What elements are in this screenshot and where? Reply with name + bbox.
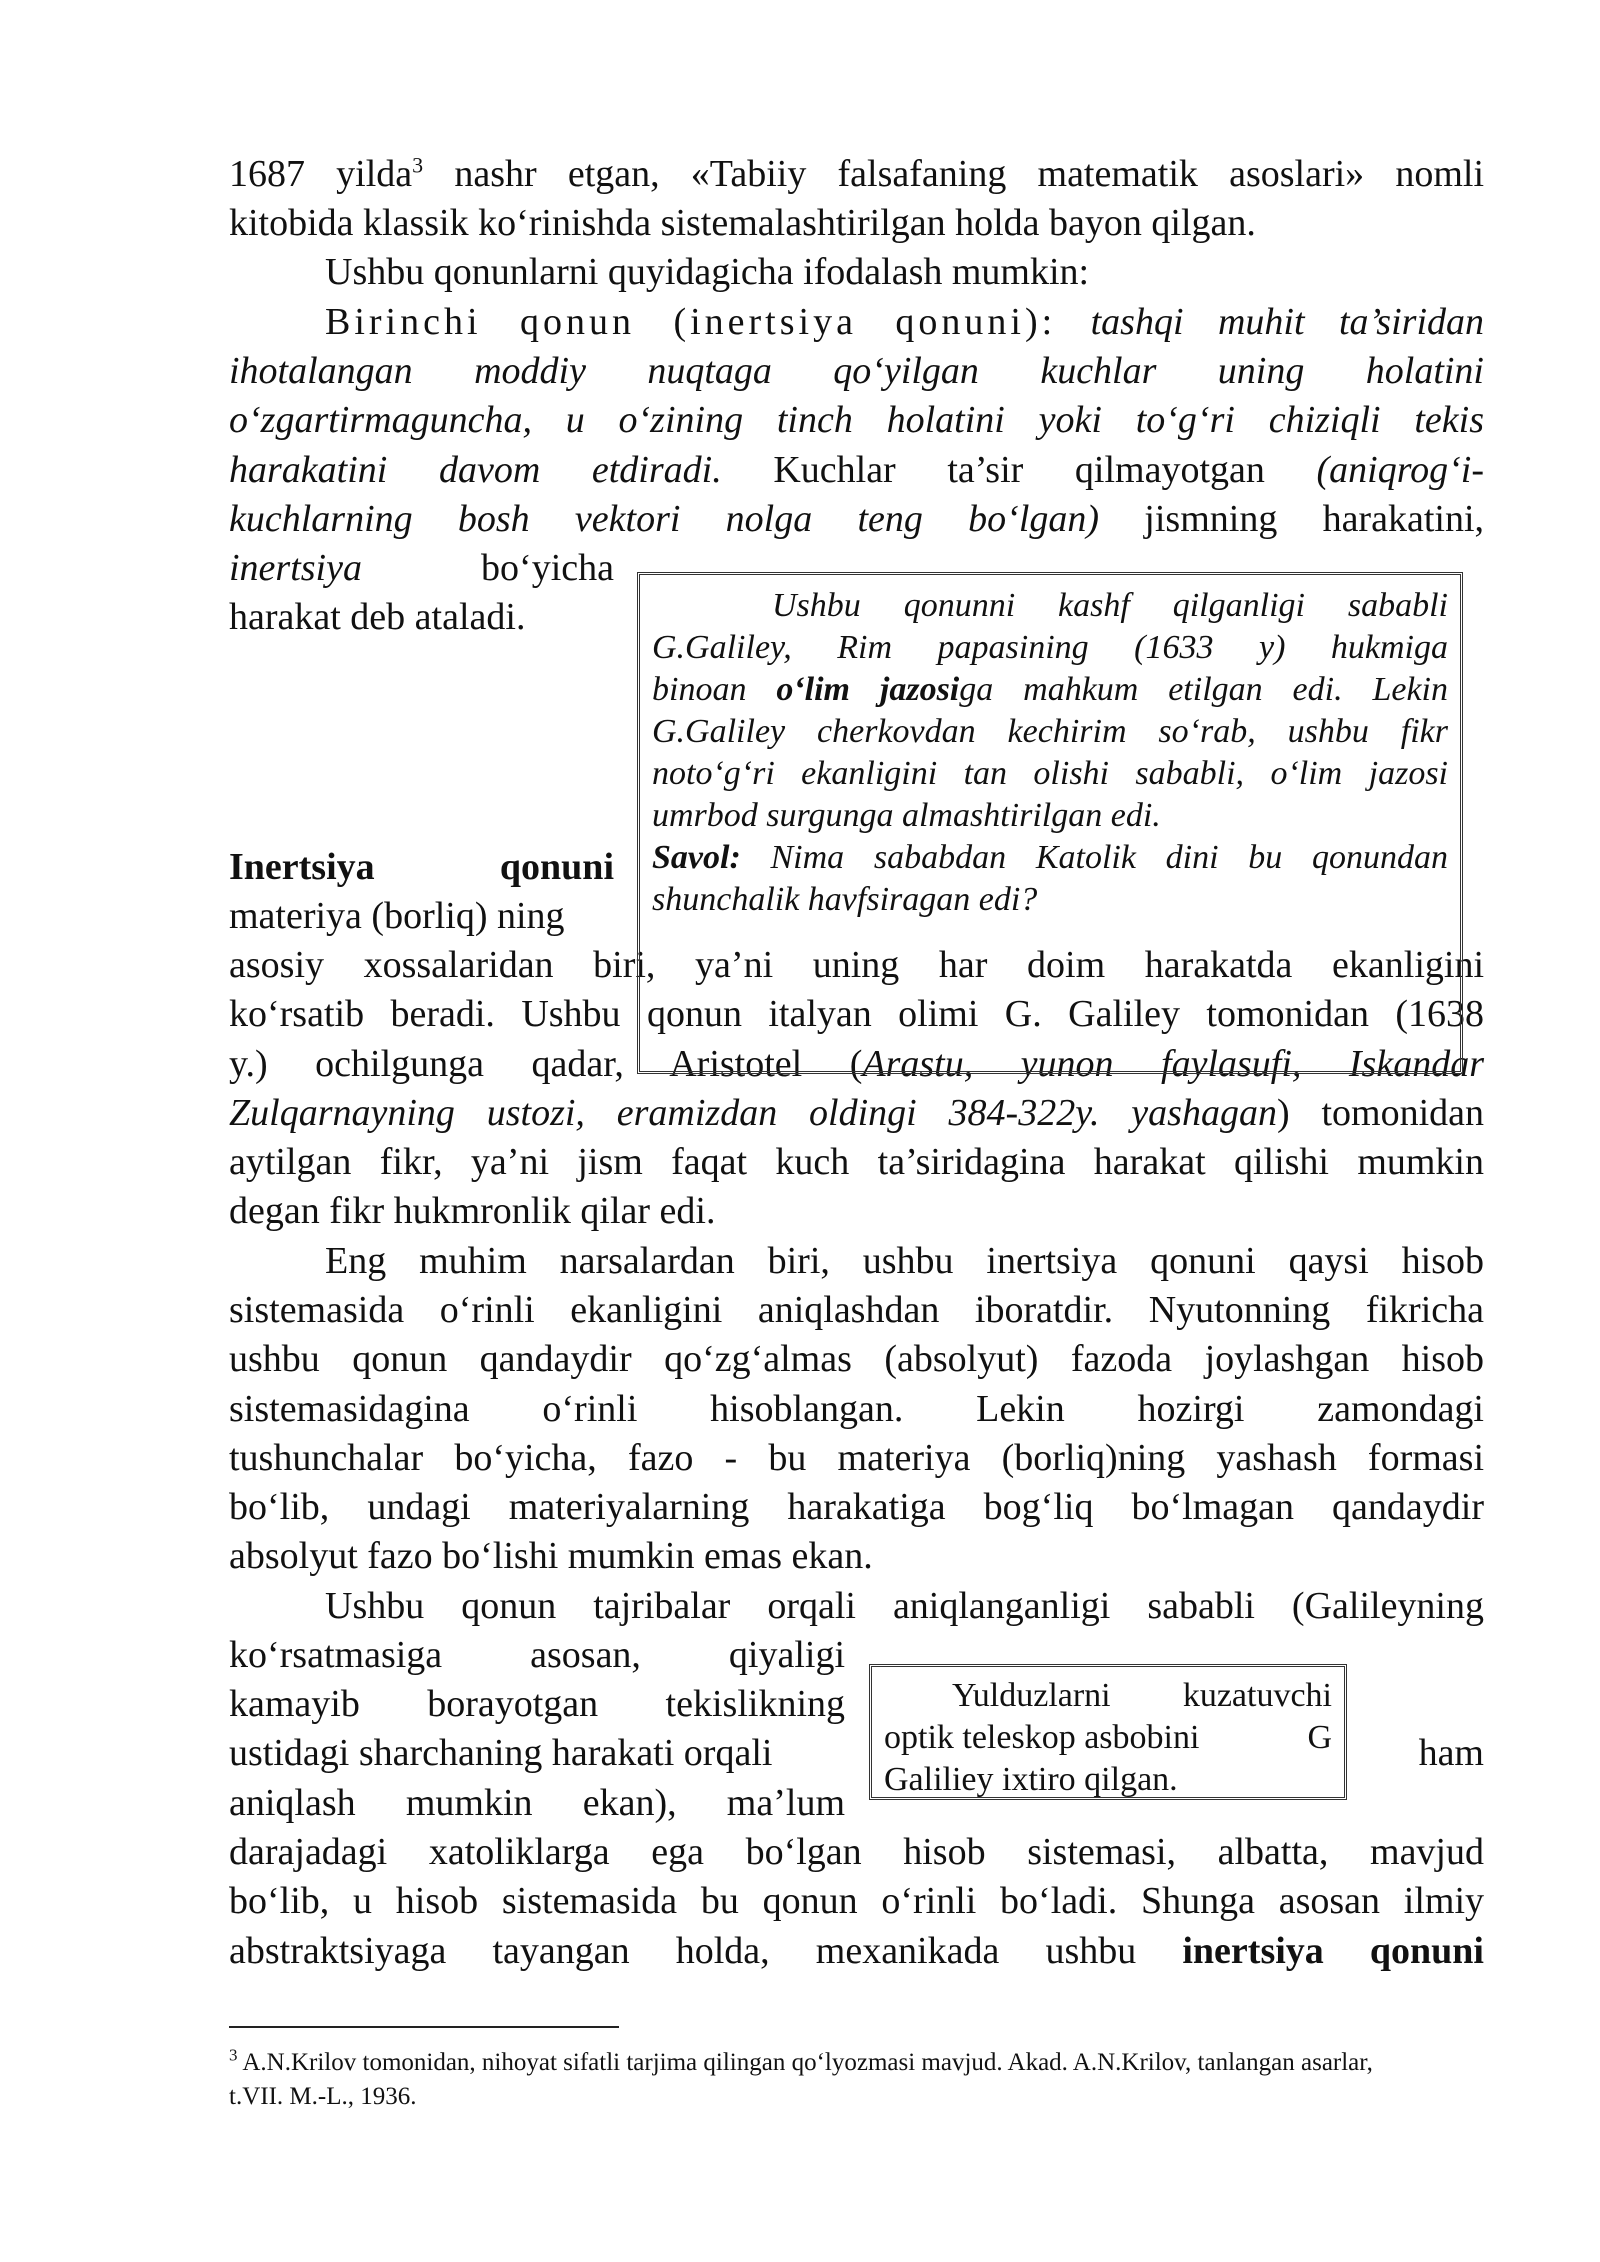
text-line: Eng muhim narsalardan biri, ushbu inertsiya qonuni qaysi hisob: [325, 1240, 1484, 1282]
note-line: noto‘g‘ri ekanligini tan olishi sababli, o‘lim jazosi: [652, 755, 1448, 792]
text-line: ushbu qonun qandaydir qo‘zg‘almas (absolyut) fazoda joylashgan hisob: [229, 1338, 1484, 1380]
text-line: 1687 yilda$^3$ nashr etgan, «Tabiiy falsafaning matematik asoslari» nomli: [229, 152, 1485, 195]
text-line: sistemasidagina o‘rinli hisoblangan. Lekin hozirgi zamondagi: [229, 1388, 1484, 1430]
footnote: $^3$ A.N.Krilov tomonidan, nihoyat sifatli tarjima qilingan qo‘lyozmasi mavjud. Akad. A.N.Krilov, tanlangan asarlar,: [229, 2045, 1373, 2076]
text-line: abstraktsiyaga tayangan holda, mexanikada ushbu inertsiya qonuni: [229, 1930, 1484, 1972]
text-line: harakatini davom etdiradi. Kuchlar ta’sir qilmayotgan (aniqrog‘i-: [229, 449, 1484, 491]
footnote-divider: [229, 2026, 619, 2028]
note-line: Savol: Nima sababdan Katolik dini bu qonundan: [652, 839, 1448, 876]
text-line: kitobida klassik ko‘rinishda sistemalashtirilgan holda bayon qilgan.: [229, 202, 1256, 244]
note-line: shunchalik havfsiragan edi?: [652, 881, 1038, 918]
text-line: Zulqarnayning ustozi, eramizdan oldingi 384-322y. yashagan) tomonidan: [229, 1092, 1484, 1134]
text-line: Ushbu qonunlarni quyidagicha ifodalash mumkin:: [325, 251, 1090, 293]
text-line: kamayib borayotgan tekislikning: [229, 1683, 845, 1725]
note-line: G.Galiley cherkovdan kechirim so‘rab, ushbu fikr: [652, 713, 1448, 750]
text-line: ko‘rsatib beradi. Ushbu qonun italyan olimi G. Galiley tomonidan (1638: [229, 993, 1484, 1035]
text-line: darajadagi xatoliklarga ega bo‘lgan hisob sistemasi, albatta, mavjud: [229, 1831, 1484, 1873]
note-line: G.Galiley, Rim papasining (1633 y) hukmiga: [652, 629, 1448, 666]
text-line: aniqlash mumkin ekan), ma’lum: [229, 1782, 845, 1824]
sidebar-note-teleskop: [869, 1664, 1347, 1800]
text-line: asosiy xossalaridan biri, ya’ni uning har doim harakatda ekanligini: [229, 944, 1484, 986]
text-line: ko‘rsatmasiga asosan, qiyaligi: [229, 1634, 845, 1676]
text-line: materiya (borliq) ning: [229, 895, 565, 937]
note-line: binoan o‘lim jazosiga mahkum etilgan edi. Lekin: [652, 671, 1448, 708]
text-line: ihotalangan moddiy nuqtaga qo‘yilgan kuchlar uning holatini: [229, 350, 1484, 392]
text-line: o‘zgartirmaguncha, u o‘zining tinch holatini yoki to‘g‘ri chiziqli tekis: [229, 399, 1484, 441]
note-line: Galiliey ixtiro qilgan.: [884, 1761, 1178, 1798]
text-line: kuchlarning bosh vektori nolga teng bo‘lgan) jismning harakatini,: [229, 498, 1484, 540]
sidebar-note-galiley: [637, 572, 1463, 1074]
text-line: absolyut fazo bo‘lishi mumkin emas ekan.: [229, 1535, 873, 1577]
text-line: bo‘lib, u hisob sistemasida bu qonun o‘rinli bo‘ladi. Shunga asosan ilmiy: [229, 1880, 1484, 1922]
footnote: t.VII. M.-L., 1936.: [229, 2083, 417, 2110]
text-line: y.) ochilgunga qadar, Aristotel (Arastu, yunon faylasufi, Iskandar: [229, 1043, 1484, 1085]
note-line: umrbod surgunga almashtirilgan edi.: [652, 797, 1161, 834]
text-line: tushunchalar bo‘yicha, fazo - bu materiya (borliq)ning yashash formasi: [229, 1437, 1484, 1479]
footnote-ref[interactable]: 3: [412, 152, 424, 178]
text-line: Inertsiya qonuni: [229, 846, 614, 888]
text-line: Birinchi qonun (inertsiya qonuni): tashqi muhit ta’siridan: [325, 301, 1484, 343]
text-line: bo‘lib, undagi materiyalarning harakatiga bog‘liq bo‘lmagan qandaydir: [229, 1486, 1484, 1528]
text-line: ustidagi sharchaning harakati orqali: [229, 1732, 773, 1774]
text-line: aytilgan fikr, ya’ni jism faqat kuch ta’siridagina harakat qilishi mumkin: [229, 1141, 1484, 1183]
note-line: Ushbu qonunni kashf qilganligi sababli: [772, 587, 1448, 624]
text-line: inertsiya bo‘yicha: [229, 547, 614, 589]
text-line: sistemasida o‘rinli ekanligini aniqlashdan iboratdir. Nyutonning fikricha: [229, 1289, 1484, 1331]
text-line: Ushbu qonun tajribalar orqali aniqlanganligi sababli (Galileyning: [325, 1585, 1484, 1627]
note-line: optik teleskop asbobini G: [884, 1719, 1332, 1756]
text-line: ham: [1418, 1732, 1484, 1774]
text-line: harakat deb ataladi.: [229, 596, 526, 638]
text-line: degan fikr hukmronlik qilar edi.: [229, 1190, 716, 1232]
note-line: Yulduzlarni kuzatuvchi: [952, 1677, 1332, 1714]
